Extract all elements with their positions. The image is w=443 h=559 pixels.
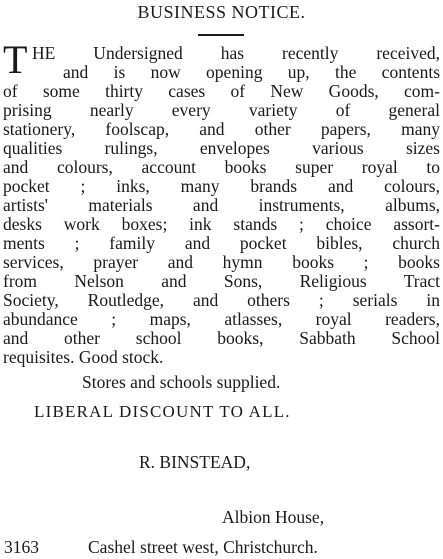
body-line: and is now opening up, the contents (63, 62, 440, 82)
body-line: and colours, account books super royal to (3, 157, 440, 177)
body-line: requisites. Good stock. (3, 347, 164, 367)
body-line: pocket ; inks, many brands and colours, (3, 176, 440, 196)
body-line: prising nearly every variety of general (3, 100, 440, 120)
signature-name: R. BINSTEAD, (139, 452, 251, 472)
heading-rule (198, 34, 244, 36)
body-line: stationery, foolscap, and other papers, many (3, 119, 440, 139)
body-line: Society, Routledge, and others ; serials in (3, 290, 440, 310)
body-line: artists' materials and instruments, albums, (3, 195, 440, 215)
address-line: Cashel street west, Christchurch. (88, 537, 318, 557)
house-name: Albion House, (222, 507, 325, 527)
ad-number: 3163 (4, 537, 39, 557)
body-line: abundance ; maps, atlasses, royal readers, (3, 309, 440, 329)
notice-heading: BUSINESS NOTICE. (137, 2, 306, 22)
body-line: services, prayer and hymn books ; books (3, 252, 440, 272)
body-line: ments ; family and pocket bibles, church (3, 233, 440, 253)
body-line: and other school books, Sabbath School (3, 328, 440, 348)
body-line: desks work boxes; ink stands ; choice assort- (3, 214, 440, 234)
body-line: of some thirty cases of New Goods, com- (3, 81, 440, 101)
body-line: HE Undersigned has recently received, (32, 43, 440, 63)
body-line: from Nelson and Sons, Religious Tract (3, 271, 440, 291)
stores-line: Stores and schools supplied. (82, 372, 281, 392)
body-line: qualities rulings, envelopes various sizes (3, 138, 440, 158)
discount-line: LIBERAL DISCOUNT TO ALL. (34, 402, 291, 421)
drop-cap: T (3, 37, 28, 82)
